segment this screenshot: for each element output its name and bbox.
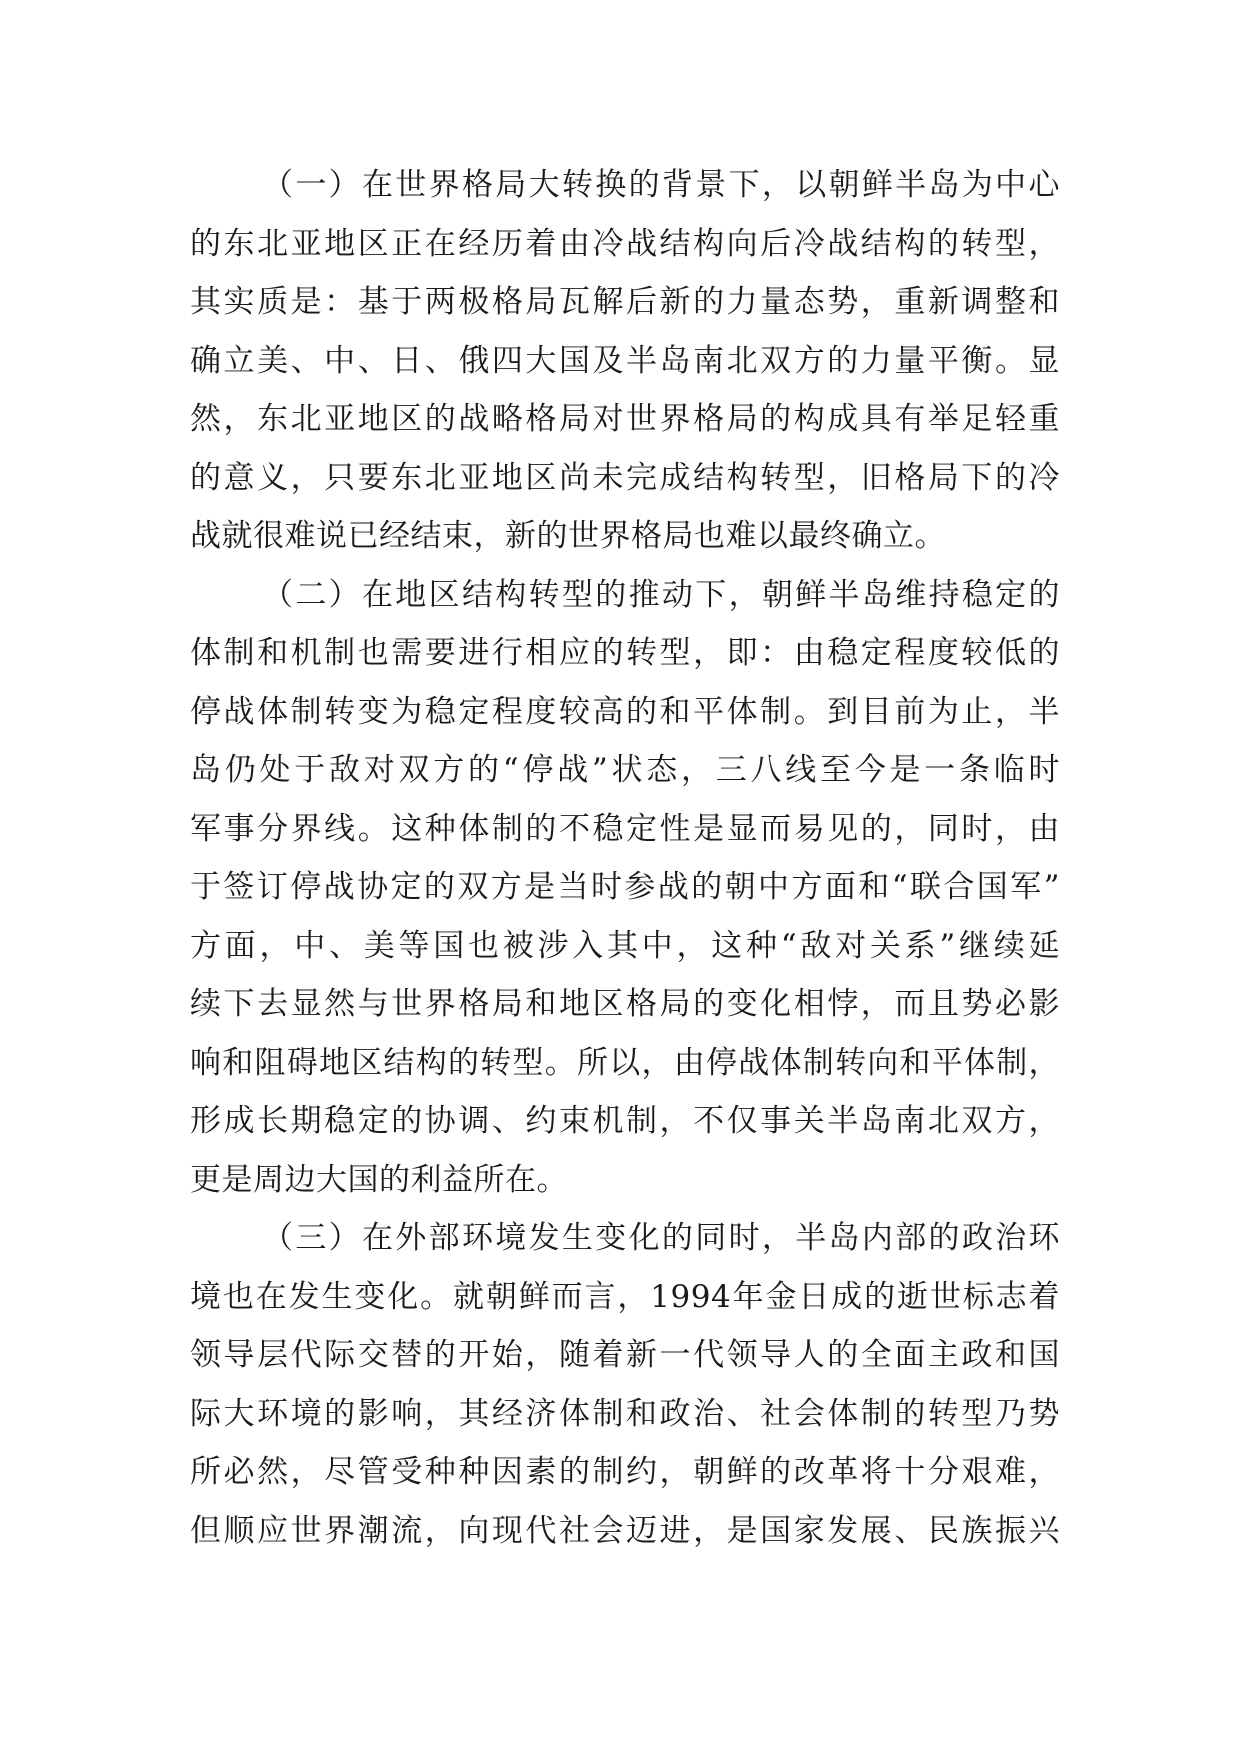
text-line: 的东北亚地区正在经历着由冷战结构向后冷战结构的转型， [190, 225, 1060, 262]
paragraph-3 [190, 1209, 1060, 1560]
text-line: （三）在外部环境发生变化的同时，半岛内部的政治环 [262, 1220, 1060, 1256]
text-line: 的意义，只要东北亚地区尚未完成结构转型，旧格局下的冷 [190, 459, 1060, 496]
text-line: 更是周边大国的利益所在。 [190, 1161, 568, 1198]
text-line: 岛仍处于敌对双方的“停战”状态，三八线至今是一条临时 [190, 752, 1060, 788]
text-line: 战就很难说已经结束，新的世界格局也难以最终确立。 [190, 518, 946, 554]
text-line: 方面，中、美等国也被涉入其中，这种“敌对关系”继续延 [190, 927, 1060, 964]
text-line: 形成长期稳定的协调、约束机制，不仅事关半岛南北双方， [190, 1103, 1060, 1139]
text-line: 体制和机制也需要进行相应的转型，即：由稳定程度较低的 [190, 635, 1060, 671]
text-line: 然，东北亚地区的战略格局对世界格局的构成具有举足轻重 [190, 401, 1060, 437]
paragraph-2 [190, 566, 1060, 1210]
text-line: 境也在发生变化。就朝鲜而言，1994年金日成的逝世标志着 [190, 1278, 1060, 1315]
text-line: 际大环境的影响，其经济体制和政治、社会体制的转型乃势 [190, 1395, 1060, 1432]
text-line: 领导层代际交替的开始，随着新一代领导人的全面主政和国 [190, 1337, 1060, 1373]
document-body [190, 156, 1060, 1560]
text-line: 军事分界线。这种体制的不稳定性是显而易见的，同时，由 [190, 810, 1060, 847]
text-line: 续下去显然与世界格局和地区格局的变化相悖，而且势必影 [190, 986, 1060, 1022]
text-line: 确立美、中、日、俄四大国及半岛南北双方的力量平衡。显 [190, 342, 1060, 379]
text-line: 于签订停战协定的双方是当时参战的朝中方面和“联合国军” [190, 869, 1060, 905]
paragraph-1 [190, 156, 1060, 566]
text-line: 其实质是：基于两极格局瓦解后新的力量态势，重新调整和 [190, 284, 1060, 320]
text-line: 所必然，尽管受种种因素的制约，朝鲜的改革将十分艰难， [190, 1454, 1060, 1490]
text-line: 但顺应世界潮流，向现代社会迈进，是国家发展、民族振兴 [190, 1512, 1060, 1549]
text-line: 停战体制转变为稳定程度较高的和平体制。到目前为止，半 [190, 693, 1060, 730]
text-line: （一）在世界格局大转换的背景下，以朝鲜半岛为中心 [262, 167, 1060, 203]
text-line: 响和阻碍地区结构的转型。所以，由停战体制转向和平体制， [190, 1044, 1060, 1081]
text-line: （二）在地区结构转型的推动下，朝鲜半岛维持稳定的 [262, 576, 1060, 613]
